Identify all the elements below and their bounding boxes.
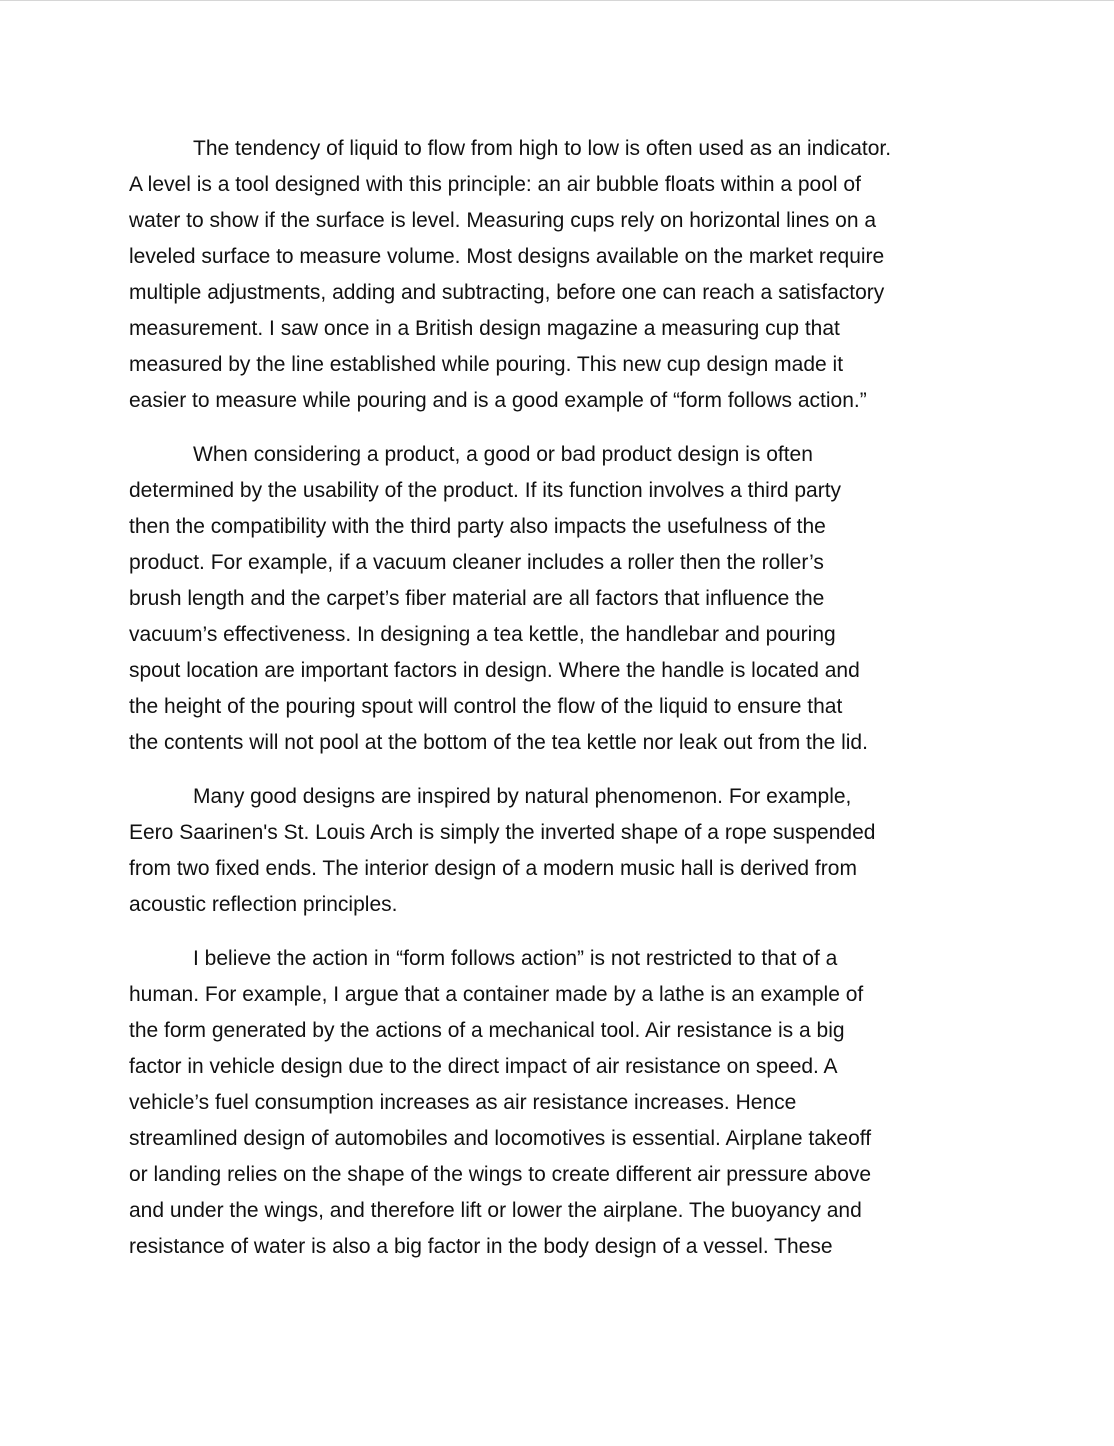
paragraph-line: The tendency of liquid to flow from high to low is often used as an indicator. — [193, 137, 892, 160]
paragraph-line: brush length and the carpet’s fiber material are all factors that influence the — [129, 587, 825, 610]
paragraph-line: and under the wings, and therefore lift or lower the airplane. The buoyancy and — [129, 1199, 862, 1222]
paragraph-line: factor in vehicle design due to the direct impact of air resistance on speed. A — [129, 1055, 838, 1078]
paragraph-2 — [129, 437, 995, 761]
paragraph-line: multiple adjustments, adding and subtracting, before one can reach a satisfactory — [129, 281, 885, 304]
paragraph-line: spout location are important factors in design. Where the handle is located and — [129, 659, 860, 682]
paragraph-line: vehicle’s fuel consumption increases as air resistance increases. Hence — [129, 1091, 797, 1114]
paragraph-line: When considering a product, a good or bad product design is often — [193, 443, 813, 466]
document-body — [129, 131, 995, 1283]
paragraph-3 — [129, 779, 995, 923]
paragraph-line: measured by the line established while pouring. This new cup design made it — [129, 353, 844, 376]
paragraph-line: product. For example, if a vacuum cleaner includes a roller then the roller’s — [129, 551, 824, 574]
paragraph-line: human. For example, I argue that a container made by a lathe is an example of — [129, 983, 864, 1006]
paragraph-line: easier to measure while pouring and is a good example of “form follows action.” — [129, 389, 867, 412]
paragraph-line: vacuum’s effectiveness. In designing a tea kettle, the handlebar and pouring — [129, 623, 836, 646]
paragraph-line: the contents will not pool at the bottom of the tea kettle nor leak out from the lid. — [129, 731, 868, 754]
paragraph-line: I believe the action in “form follows action” is not restricted to that of a — [193, 947, 838, 970]
paragraph-line: streamlined design of automobiles and locomotives is essential. Airplane takeoff — [129, 1127, 872, 1150]
paragraph-line: leveled surface to measure volume. Most designs available on the market require — [129, 245, 885, 268]
paragraph-line: Many good designs are inspired by natural phenomenon. For example, — [193, 785, 852, 808]
paragraph-line: determined by the usability of the product. If its function involves a third party — [129, 479, 842, 502]
paragraph-line: the height of the pouring spout will control the flow of the liquid to ensure that — [129, 695, 843, 718]
paragraph-line: the form generated by the actions of a mechanical tool. Air resistance is a big — [129, 1019, 845, 1042]
paragraph-1 — [129, 131, 995, 419]
paragraph-line: or landing relies on the shape of the wings to create different air pressure above — [129, 1163, 872, 1186]
paragraph-line: resistance of water is also a big factor in the body design of a vessel. These — [129, 1235, 833, 1258]
paragraph-line: acoustic reflection principles. — [129, 893, 398, 916]
paragraph-line: from two fixed ends. The interior design of a modern music hall is derived from — [129, 857, 857, 880]
paragraph-4 — [129, 941, 995, 1265]
paragraph-line: Eero Saarinen's St. Louis Arch is simply the inverted shape of a rope suspended — [129, 821, 876, 844]
paragraph-line: then the compatibility with the third party also impacts the usefulness of the — [129, 515, 826, 538]
paragraph-line: measurement. I saw once in a British design magazine a measuring cup that — [129, 317, 840, 340]
paragraph-line: A level is a tool designed with this principle: an air bubble floats within a pool of — [129, 173, 861, 196]
paragraph-line: water to show if the surface is level. Measuring cups rely on horizontal lines on a — [129, 209, 877, 232]
